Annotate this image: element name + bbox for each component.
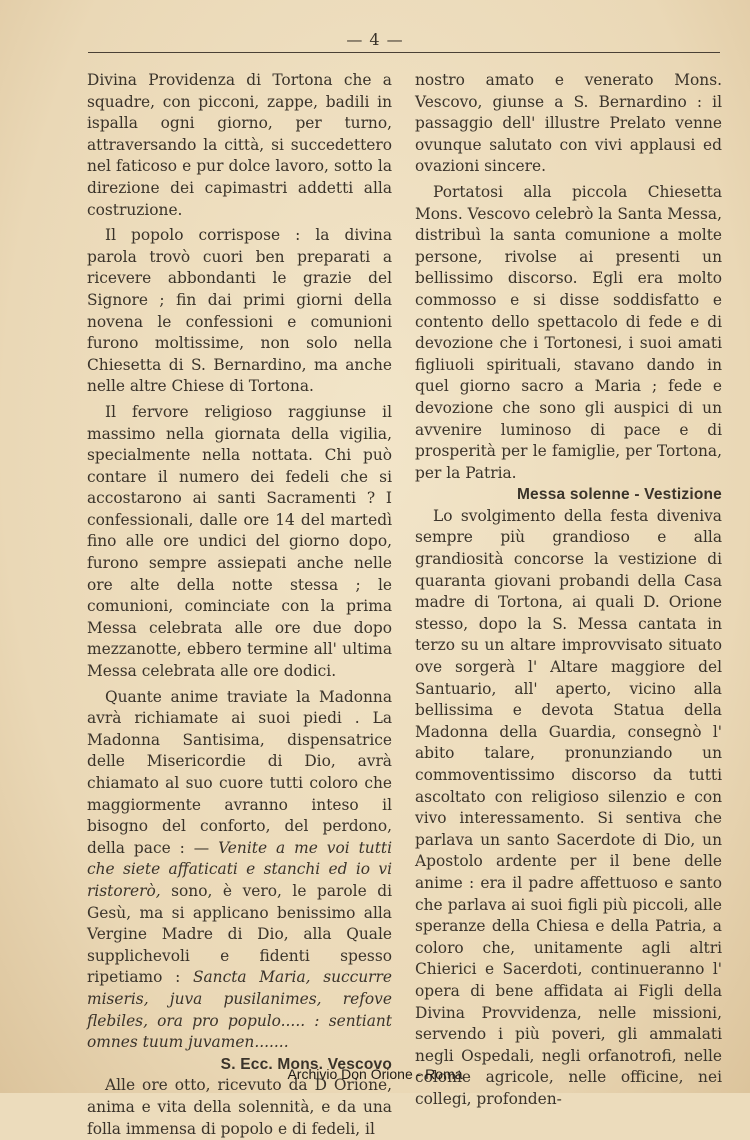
left-column — [87, 70, 392, 1140]
archive-footer: Archivio Don Orione - Roma — [287, 1066, 463, 1082]
right-column — [415, 70, 722, 1111]
page-number: — 4 — — [346, 30, 404, 49]
header-divider — [88, 52, 720, 53]
paragraph — [87, 687, 392, 1054]
paragraph: Portatosi alla piccola Chiesetta Mons. Vescovo celebrò la Santa Messa, distribuì la santa comunione a molte persone, rivolse ai presenti un bellissimo discorso. Egli era molto commosso e si disse soddisfatto e contento dello spettacolo di fede e di devozione che i Tortonesi, i suoi amati figliuoli spirituali, stavano dando in quel giorno sacro a Maria ; fede e devozione che sono gli auspici di un avvenire luminoso di pace e di prosperità per le famiglie, per Tortona, per la Patria. — [415, 182, 722, 482]
text-run: sono, è vero, le parole di Gesù, ma si applicano benissimo alla Vergine Madre di Dio, alla Quale supplichevoli e fidenti spesso ripetiamo : — [87, 881, 392, 987]
section-heading: S. Ecc. Mons. Vescovo — [220, 1055, 392, 1073]
gospel-quote: Venite a me voi tutti che siete affaticati e stanchi ed io vi ristorerò, — [87, 838, 392, 900]
paragraph: Alle ore otto, ricevuto da D Orione, anima e vita della solennità, e da una folla immensa di popolo e di fedeli, il — [87, 1076, 392, 1138]
paragraph: Lo svolgimento della festa diveniva sempre più grandioso e alla grandiosità concorse la vestizione di quaranta giovani probandi della Casa madre di Tortona, ai quali D. Orione stesso, dopo la S. Messa cantata in terzo su un altare improvvisato situato ove sorgerà l' Altare maggiore del Santuario, all' aperto, vicino alla bellissima e devota Statua della Madonna della Guardia, consegnò l' abito talare, pronunziando un commoventissimo discorso da tutti ascoltato con religioso silenzio e con vivo interessamento. Si sentiva che parlava un santo Sacerdote di Dio, un Apostolo ardente per il bene delle anime : era il padre affettuoso e santo che parlava ai suoi figli più piccoli, alle speranze della Chiesa e della Patria, a coloro che, unitamente agli altri Chierici e Sacerdoti, continueranno l' opera di bene affidata ai Figli della Divina Provvidenza, nelle missioni, servendo i più poveri, gli ammalati negli Ospedali, negli orfanotrofi, nelle colonie agricole, nelle officine, nei collegi, profonden- — [415, 506, 722, 1108]
paragraph: nostro amato e venerato Mons. Vescovo, giunse a S. Bernardino : il passaggio dell' illustre Prelato venne ovunque salutato con vivi applausi ed ovazioni sincere. — [415, 71, 722, 176]
section-heading: Messa solenne - Vestizione — [516, 486, 722, 504]
text-run: Quante anime traviate la Madonna avrà richiamate ai suoi piedi . La Madonna Santisima, dispensatrice delle Misericordie di Dio, avrà chiamato al suo cuore tutti coloro che maggiormente avranno inteso il bisogno del conforto, del perdono, della pace : — — [87, 687, 392, 857]
paragraph: Divina Providenza di Tortona che a squadre, con picconi, zappe, badili in ispalla ogni giorno, per turno, attraversando la città, si succedettero nel faticoso e pur dolce lavoro, sotto la direzione dei capimastri addetti alla costruzione. — [87, 71, 392, 219]
paragraph: Il fervore religioso raggiunse il massimo nella giornata della vigilia, specialmente nella nottata. Chi può contare il numero dei fedeli che si accostarono ai santi Sacramenti ? I confessionali, dalle ore 14 del martedì fino alle ore undici del giorno dopo, furono sempre assiepati anche nelle ore alte della notte stessa ; le comunioni, cominciate con la prima Messa celebrata alle ore due dopo mezzanotte, ebbero termine all' ultima Messa celebrata alle ore dodici. — [87, 402, 392, 681]
latin-prayer-quote: Sancta Maria, succurre miseris, juva pusilanimes, refove flebiles, ora pro populo..... : sentiant omnes tuum juvamen....... — [87, 968, 393, 1052]
paragraph: Il popolo corrispose : la divina parola trovò cuori ben preparati a ricevere abbondanti le grazie del Signore ; fin dai primi giorni della novena le confessioni e comunioni furono moltissime, non solo nella Chiesetta di S. Bernardino, ma anche nelle altre Chiese di Tortona. — [87, 226, 392, 396]
